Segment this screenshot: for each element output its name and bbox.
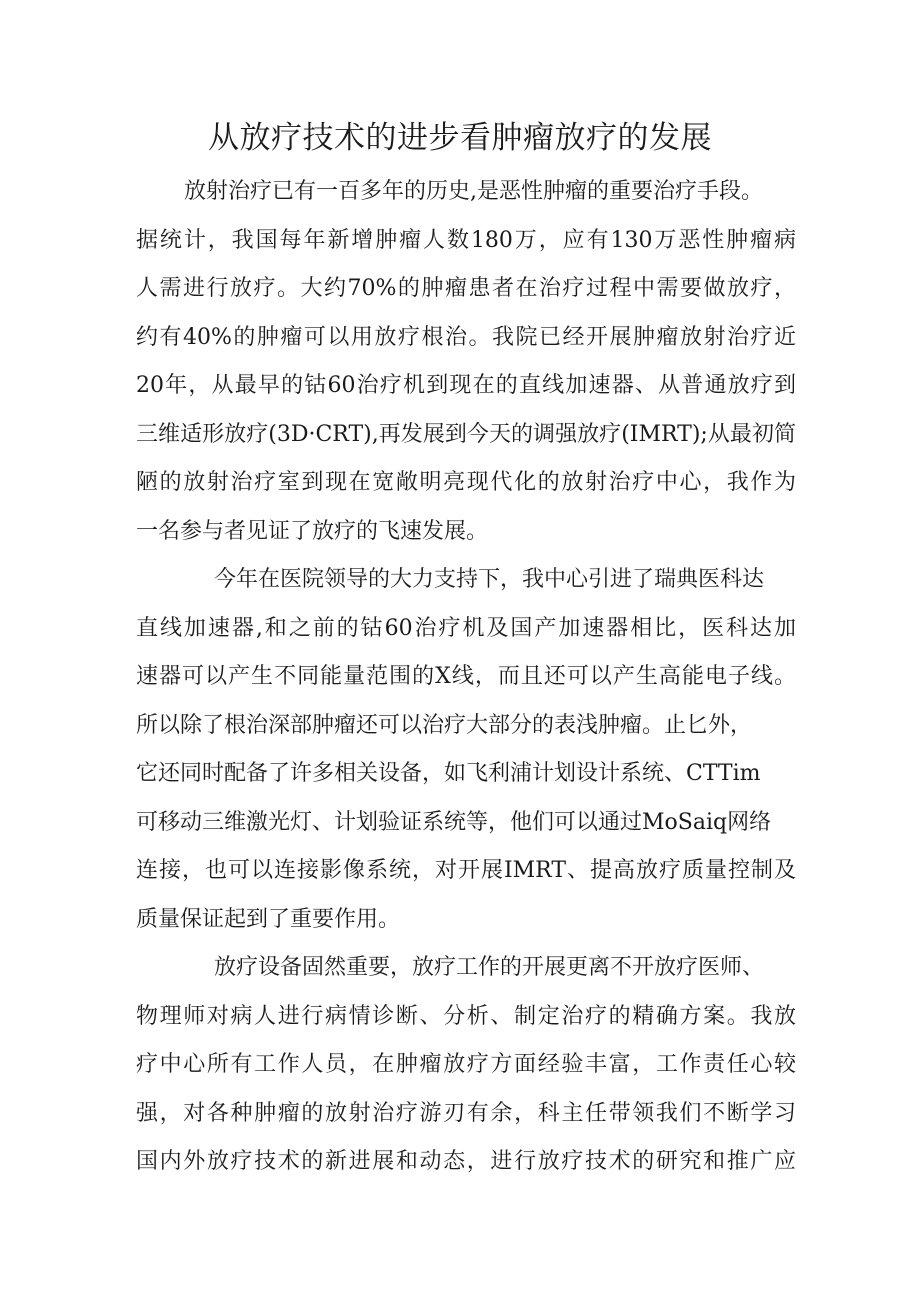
document-title: 从放疗技术的进步看肿瘤放疗的发展 [208,120,712,156]
paragraph-line: 人需进行放疗。大约70%的肿瘤患者在治疗过程中需要做放疗， [136,276,796,301]
paragraph-line: 据统计，我国每年新增肿瘤人数180万，应有130万恶性肿瘤病 [136,227,796,253]
paragraph-2 [136,556,796,944]
paragraph-line: 连接，也可以连接影像系统，对开展IMRT、提高放疗质量控制及 [136,858,796,883]
paragraph-line: 今年在医院领导的大力支持下，我中心引进了瑞典医科达 [214,567,765,592]
paragraph-line: 三维适形放疗(3D·CRT),再发展到今天的调强放疗(IMRT);从最初简 [136,421,796,447]
paragraph-line: 放射治疗已有一百多年的历史,是恶性肿瘤的重要治疗手段。 [184,179,763,204]
paragraph-line: 约有40%的肿瘤可以用放疗根治。我院已经开展肿瘤放射治疗近 [136,324,796,350]
paragraph-line: 20年，从最早的钴60治疗机到现在的直线加速器、从普通放疗到 [136,373,796,398]
paragraph-line: 可移动三维激光灯、计划验证系统等，他们可以通过MoSaiq网络 [136,809,772,835]
paragraph-3 [136,944,796,1187]
paragraph-line: 质量保证起到了重要作用。 [136,906,401,932]
paragraph-line: 放疗设备固然重要，放疗工作的开展更离不开放疗医师、 [214,955,765,980]
paragraph-line: 速器可以产生不同能量范围的X线，而且还可以产生高能电子线。 [136,664,796,689]
paragraph-line: 疗中心所有工作人员，在肿瘤放疗方面经验丰富，工作责任心较 [136,1052,796,1077]
paragraph-line: 陋的放射治疗室到现在宽敞明亮现代化的放射治疗中心，我作为 [136,470,796,495]
paragraph-line: 国内外放疗技术的新进展和动态，进行放疗技术的研究和推广应 [136,1149,796,1174]
paragraph-line: 强，对各种肿瘤的放射治疗游刃有余，科主任带领我们不断学习 [136,1100,796,1126]
paragraph-1 [136,168,796,556]
paragraph-line: 所以除了根治深部肿瘤还可以治疗大部分的表浅肿瘤。止匕外， [136,712,753,738]
document-body [136,168,796,1187]
paragraph-line: 物理师对病人进行病情诊断、分析、制定治疗的精确方案。我放 [136,1003,796,1029]
paragraph-line: 直线加速器,和之前的钴60治疗机及国产加速器相比，医科达加 [136,615,796,641]
paragraph-line: 一名参与者见证了放疗的飞速发展。 [136,518,489,544]
paragraph-line: 它还同时配备了许多相关设备，如飞利浦计划设计系统、CTTim [136,761,761,786]
